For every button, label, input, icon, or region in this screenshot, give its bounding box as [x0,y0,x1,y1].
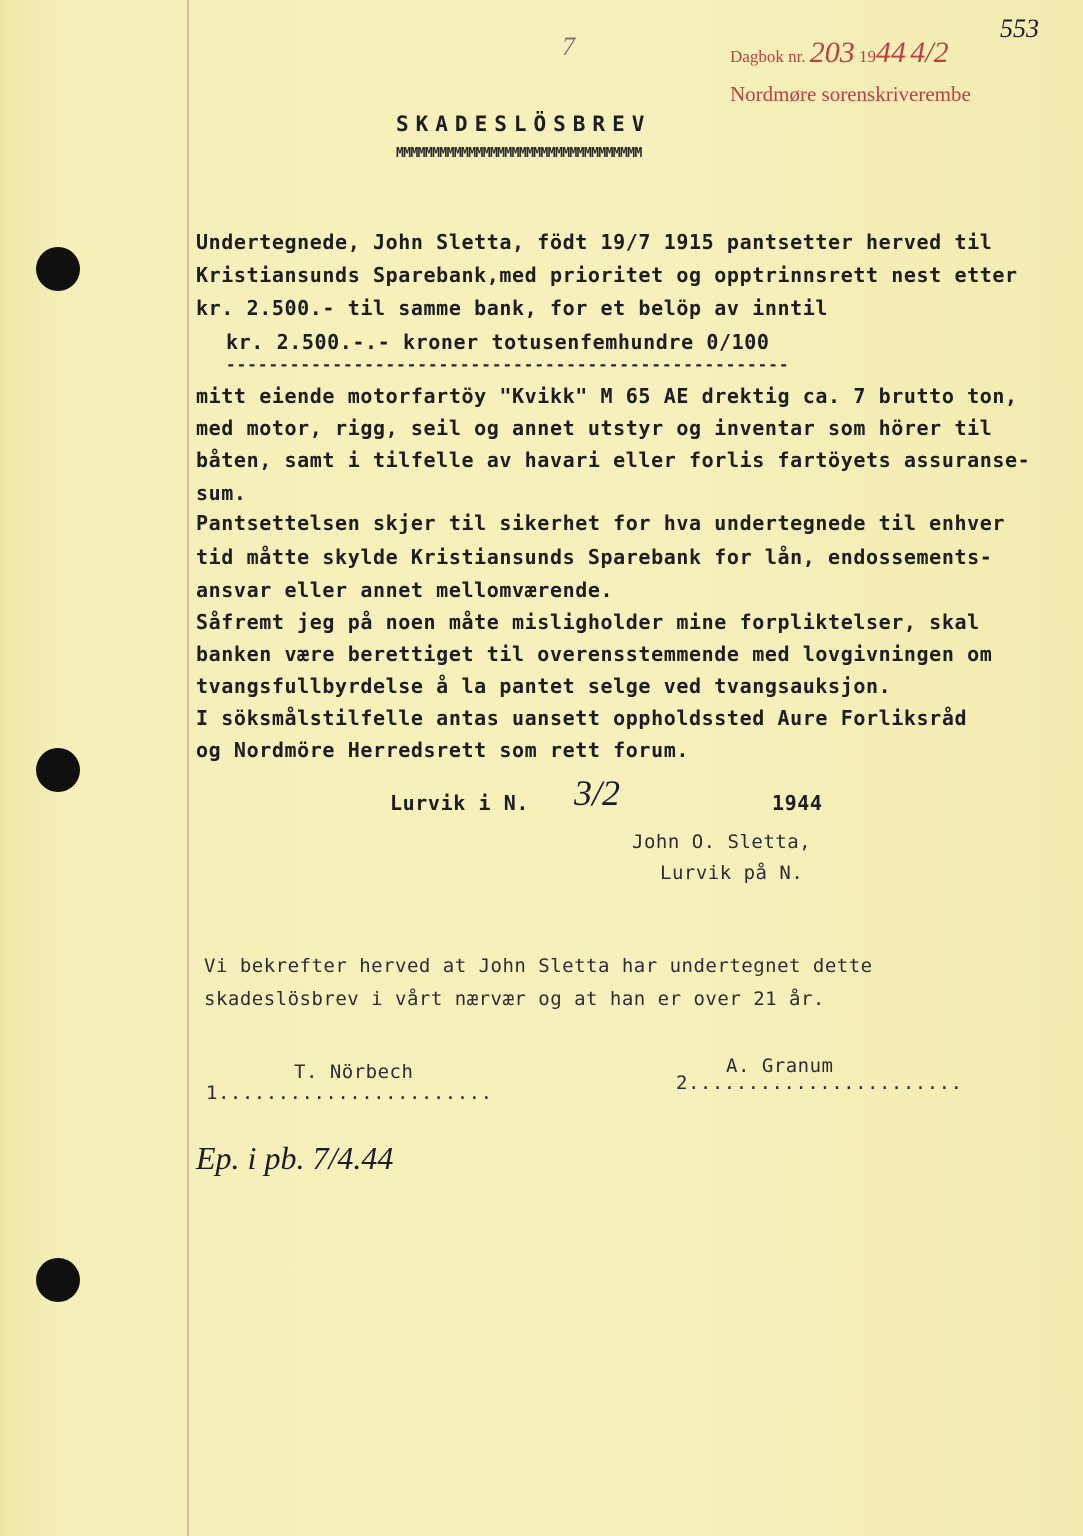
body-line-16: og Nordmöre Herredsrett som rett forum. [196,738,689,762]
stamp-year: 44 [876,36,907,69]
body-line-11: ansvar eller annet mellomværende. [196,578,614,602]
witness-2-signature-line: 2....................... [676,1072,963,1094]
punch-hole-bottom [36,1258,80,1302]
body-line-3: kr. 2.500.- til samme bank, for et belöp av inntil [196,296,829,320]
body-line-7: båten, samt i tilfelle av havari eller forlis fartöyets assuranse- [196,448,1031,472]
registration-stamp-line2: Nordmøre sorenskriverembe [730,82,971,106]
registration-stamp-line1 [730,36,949,70]
body-line-13: banken være berettiget til overensstemmende med lovgivningen om [196,642,993,666]
margin-rule [187,0,189,1536]
body-line-9: Pantsettelsen skjer til sikerhet for hva undertegnede til enhver [196,511,1006,535]
punch-hole-middle [36,748,80,792]
title-underline: MMMMMMMMMMMMMMMMMMMMMMMMMMMMMMMMMM [396,146,642,161]
body-line-8: sum. [196,481,247,505]
body-line-12: Såfremt jeg på noen måte misligholder mine forpliktelser, skal [196,610,980,634]
witness-1-name: T. Nörbech [294,1061,414,1083]
page-number: 553 [1000,14,1039,43]
body-line-10: tid måtte skylde Kristiansunds Sparebank for lån, endossements- [196,545,993,569]
body-line-5: mitt eiende motorfartöy "Kvikk" M 65 AE drektig ca. 7 brutto ton, [196,384,1018,408]
witness-text-line-1: Vi bekrefter herved at John Sletta har undertegnet dette [204,955,873,977]
place-label: Lurvik i N. [390,791,530,815]
body-line-1: Undertegnede, John Sletta, födt 19/7 1915 pantsetter herved til [196,230,993,254]
body-line-2: Kristiansunds Sparebank,med prioritet og opptrinnsrett nest etter [196,263,1018,287]
body-line-6: med motor, rigg, seil og annet utstyr og inventar som hörer til [196,416,993,440]
witness-2-name: A. Granum [726,1055,834,1077]
year-typed: 1944 [772,791,823,815]
witness-text-line-2: skadeslösbrev i vårt nærvær og at han er over 21 år. [204,988,825,1010]
separator-dashes: ----------------------------------------------------- [226,355,790,374]
signer-place: Lurvik på N. [660,862,804,884]
body-line-14: tvangsfullbyrdelse å la pantet selge ved tvangsauksjon. [196,674,892,698]
body-line-15: I söksmålstilfelle antas uansett oppholdssted Aure Forliksråd [196,706,968,730]
stamp-label: Dagbok nr. [730,47,806,66]
signer-name: John O. Sletta, [632,831,812,853]
stamp-number: 203 [809,36,855,69]
witness-1-signature-line: 1....................... [206,1082,493,1104]
registration-note: Ep. i pb. 7/4.44 [196,1140,394,1176]
stamp-year-prefix: 19 [859,47,877,66]
pencil-mark: 7 [562,32,575,61]
handwritten-date: 3/2 [574,773,621,813]
stamp-date: 4/2 [910,36,949,69]
document-title: SKADESLÖSBREV [396,112,652,136]
body-line-4: kr. 2.500.-.- kroner totusenfemhundre 0/100 [226,330,770,354]
punch-hole-top [36,247,80,291]
